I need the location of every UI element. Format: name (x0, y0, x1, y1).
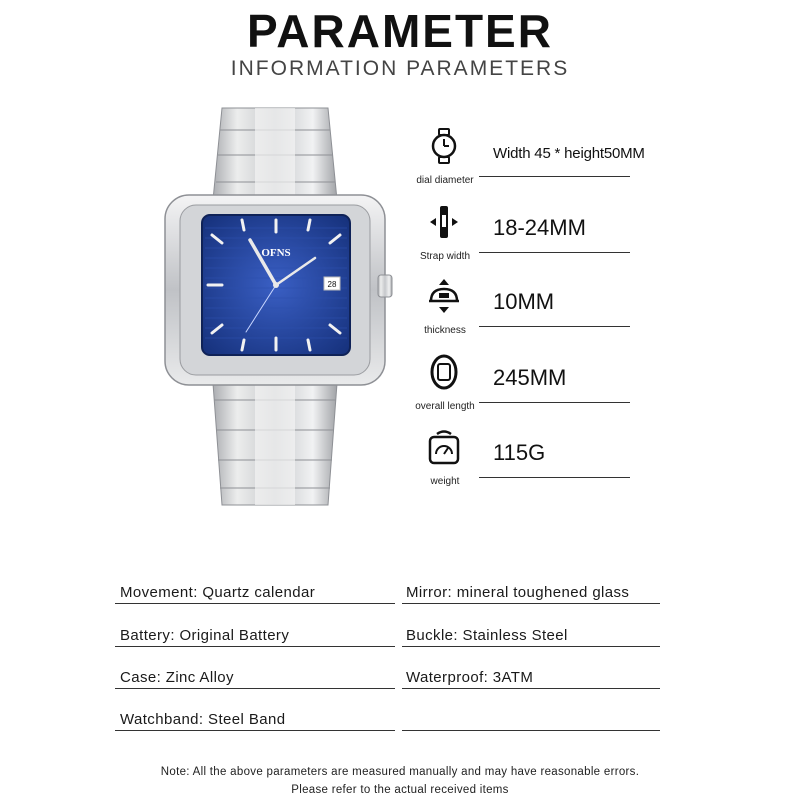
property-mirror: Mirror: mineral toughened glass (406, 584, 630, 601)
property-underline (402, 646, 660, 647)
spec-underline (479, 176, 630, 177)
property-movement: Movement: Quartz calendar (120, 584, 316, 601)
spec-underline (479, 326, 630, 327)
property-waterproof: Waterproof: 3ATM (406, 669, 534, 686)
spec-label: dial diameter (416, 175, 474, 186)
dial-icon (425, 127, 463, 165)
scale-icon (425, 428, 463, 466)
svg-text:28: 28 (327, 280, 337, 289)
property-underline (115, 688, 395, 689)
property-underline (115, 646, 395, 647)
page-subtitle: INFORMATION PARAMETERS (230, 57, 570, 80)
spec-underline (479, 477, 630, 478)
band-loop-icon (425, 353, 463, 391)
note-line-1: Note: All the above parameters are measured manually and may have reasonable errors. (160, 766, 640, 778)
lower-bracelet (212, 370, 338, 505)
spec-value: 245MM (493, 365, 567, 390)
property-underline (402, 730, 660, 731)
spec-value: 10MM (493, 289, 555, 314)
property-battery: Battery: Original Battery (120, 627, 290, 644)
thickness-icon (425, 277, 463, 315)
property-buckle: Buckle: Stainless Steel (406, 627, 568, 644)
note-line-2: Please refer to the actual received items (291, 784, 509, 796)
property-underline (115, 730, 395, 731)
spec-thickness (405, 277, 630, 347)
spec-label: Strap width (419, 251, 471, 262)
spec-value: Width 45 * height50MM (493, 145, 645, 162)
spec-label: thickness (424, 325, 466, 336)
spec-underline (479, 402, 630, 403)
spec-label: overall length (415, 401, 475, 412)
property-underline (402, 688, 660, 689)
page-title: PARAMETER (247, 5, 553, 57)
spec-strap-width (405, 203, 630, 273)
property-watchband: Watchband: Steel Band (120, 711, 286, 728)
spec-value: 115G (493, 440, 546, 465)
spec-value: 18-24MM (493, 215, 586, 240)
watch-product-image (150, 100, 400, 510)
property-underline (115, 603, 395, 604)
spec-underline (479, 252, 630, 253)
spec-overall-length (405, 353, 630, 423)
spec-weight (405, 428, 630, 498)
spec-label: weight (430, 476, 460, 487)
property-case: Case: Zinc Alloy (120, 669, 234, 686)
strap-icon (425, 203, 463, 241)
spec-dial-diameter (405, 127, 645, 197)
watch-brand: OFNS (261, 247, 291, 259)
property-underline (402, 603, 660, 604)
